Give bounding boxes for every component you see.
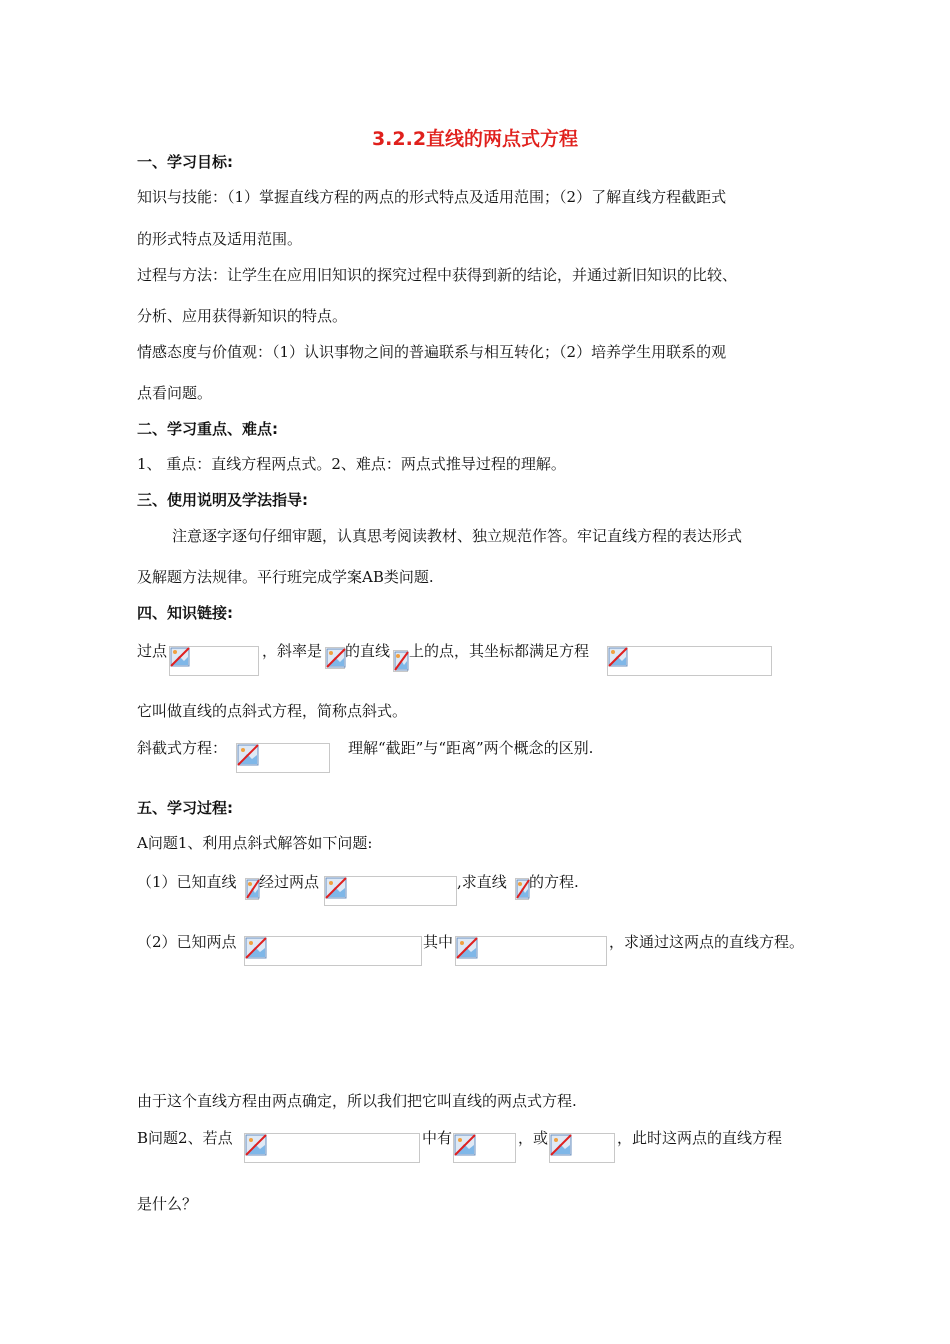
text-fragment: 理解“截距”与“距离”两个概念的区别. xyxy=(348,739,594,757)
broken-image-icon xyxy=(454,1134,476,1156)
broken-image-icon xyxy=(326,648,346,668)
objective-knowledge-line-2: 的形式特点及适用范围。 xyxy=(137,230,303,248)
text-fragment: ，求通过这两点的直线方程。 xyxy=(609,933,805,951)
problem-1-text: A问题1、利用点斜式解答如下问题: xyxy=(137,834,373,852)
objective-attitude-line-2: 点看问题。 xyxy=(137,384,213,402)
section-3-heading: 三、使用说明及学法指导: xyxy=(137,491,308,509)
problem-2-end: 是什么？ xyxy=(137,1195,198,1213)
text-fragment: B问题2、若点 xyxy=(137,1129,233,1147)
text-fragment: 其中 xyxy=(423,933,454,951)
document-title: 3.2.2直线的两点式方程 xyxy=(371,128,579,150)
objective-knowledge-line-1: 知识与技能：（1）掌握直线方程的两点的形式特点及适用范围；（2）了解直线方程截距式 xyxy=(137,188,727,206)
broken-image-icon xyxy=(456,937,478,959)
formula-image-placeholder xyxy=(455,936,607,966)
formula-image-placeholder xyxy=(393,650,408,672)
formula-image-placeholder xyxy=(515,878,529,900)
text-fragment: ，此时这两点的直线方程 xyxy=(617,1129,783,1147)
broken-image-icon xyxy=(245,937,267,959)
text-fragment: 的直线 xyxy=(345,642,391,660)
section-4-heading: 四、知识链接: xyxy=(137,604,233,622)
broken-image-icon xyxy=(246,879,260,899)
formula-image-placeholder xyxy=(244,1133,420,1163)
formula-image-placeholder xyxy=(169,646,259,676)
text-fragment: 斜截式方程： xyxy=(137,739,228,757)
formula-image-placeholder xyxy=(607,646,772,676)
formula-image-placeholder xyxy=(245,878,259,900)
formula-image-placeholder xyxy=(549,1133,615,1163)
point-slope-text: 它叫做直线的点斜式方程，简称点斜式。 xyxy=(137,702,408,720)
instructions-line-1: 注意逐字逐句仔细审题，认真思考阅读教材、独立规范作答。牢记直线方程的表达形式 xyxy=(172,527,743,545)
section-1-heading: 一、学习目标: xyxy=(137,153,233,171)
broken-image-icon xyxy=(170,647,190,667)
formula-image-placeholder xyxy=(244,936,422,966)
section-5-heading: 五、学习过程: xyxy=(137,799,233,817)
instructions-line-2: 及解题方法规律。平行班完成学案AB类问题. xyxy=(137,568,434,586)
broken-image-icon xyxy=(608,647,628,667)
text-fragment: 的方程. xyxy=(529,873,579,891)
text-fragment: 过点 xyxy=(137,642,168,660)
section-2-heading: 二、学习重点、难点: xyxy=(137,420,278,438)
objective-process-line-2: 分析、应用获得新知识的特点。 xyxy=(137,307,348,325)
objective-attitude-line-1: 情感态度与价值观：（1）认识事物之间的普遍联系与相互转化；（2）培养学生用联系的观 xyxy=(137,343,727,361)
text-fragment: 上的点，其坐标都满足方程 xyxy=(409,642,590,660)
broken-image-icon xyxy=(325,877,347,899)
objective-process-line-1: 过程与方法：让学生在应用旧知识的探究过程中获得到新的结论，并通过新旧知识的比较、 xyxy=(137,266,738,284)
formula-image-placeholder xyxy=(236,743,330,773)
text-fragment: （1）已知直线 xyxy=(137,873,237,891)
broken-image-icon xyxy=(516,879,530,899)
formula-image-placeholder xyxy=(453,1133,516,1163)
text-fragment: ,求直线 xyxy=(457,873,507,891)
broken-image-icon xyxy=(237,744,259,766)
text-fragment: ，或 xyxy=(518,1129,549,1147)
key-points-text: 1、 重点：直线方程两点式。2、难点：两点式推导过程的理解。 xyxy=(137,455,566,473)
two-point-form-note: 由于这个直线方程由两点确定，所以我们把它叫直线的两点式方程. xyxy=(137,1092,577,1110)
text-fragment: ，斜率是 xyxy=(262,642,323,660)
text-fragment: （2）已知两点 xyxy=(137,933,237,951)
text-fragment: 中有 xyxy=(422,1129,453,1147)
text-fragment: 经过两点 xyxy=(259,873,320,891)
broken-image-icon xyxy=(550,1134,572,1156)
broken-image-icon xyxy=(245,1134,267,1156)
formula-image-placeholder xyxy=(325,647,345,669)
broken-image-icon xyxy=(394,651,409,671)
formula-image-placeholder xyxy=(324,876,457,906)
